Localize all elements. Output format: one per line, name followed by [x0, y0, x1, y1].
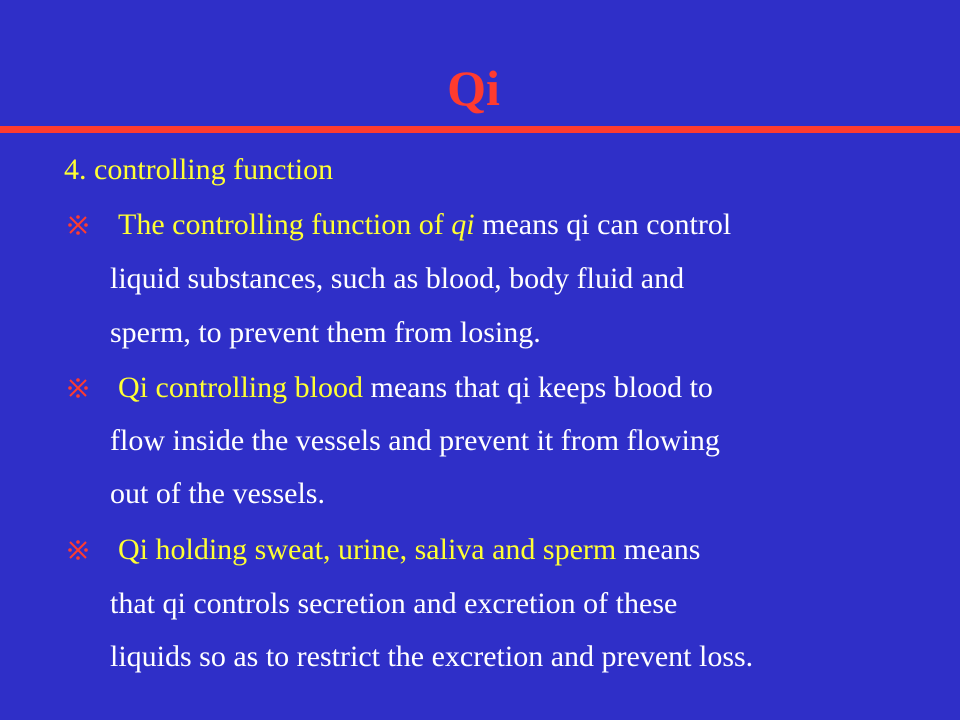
- bullet-2-line-1: [118, 368, 713, 408]
- bullet-3-line-2: that qi controls secretion and excretion of these: [110, 587, 678, 620]
- bullet-2-lead: Qi controlling blood: [118, 371, 363, 404]
- bullet-1-rest: means qi can control: [474, 208, 732, 241]
- bullet-3-line-1: [118, 530, 700, 570]
- bullet-2-line-2: flow inside the vessels and prevent it from flowing: [110, 424, 720, 457]
- reference-mark-icon: [66, 530, 90, 570]
- section-heading: 4. controlling function: [64, 153, 334, 186]
- slide-title: Qi: [447, 60, 500, 116]
- bullet-2-line-3: out of the vessels.: [110, 477, 325, 510]
- bullet-3-lead: Qi holding sweat, urine, saliva and sperm: [118, 533, 617, 566]
- reference-mark-icon: [66, 368, 90, 408]
- bullet-1-line-2: liquid substances, such as blood, body fluid and: [110, 262, 685, 295]
- bullet-3-line-3: liquids so as to restrict the excretion and prevent loss.: [110, 640, 754, 673]
- bullet-1-line-3: sperm, to prevent them from losing.: [110, 316, 541, 349]
- bullet-3-rest: means: [616, 533, 701, 566]
- bullet-1-line-1: [118, 205, 731, 245]
- bullet-2-rest: means that qi keeps blood to: [362, 371, 713, 404]
- title-divider: [0, 126, 960, 133]
- reference-mark-icon: [66, 205, 90, 245]
- bullet-1-term: qi: [451, 208, 475, 241]
- bullet-1-lead: The controlling function of: [118, 208, 452, 241]
